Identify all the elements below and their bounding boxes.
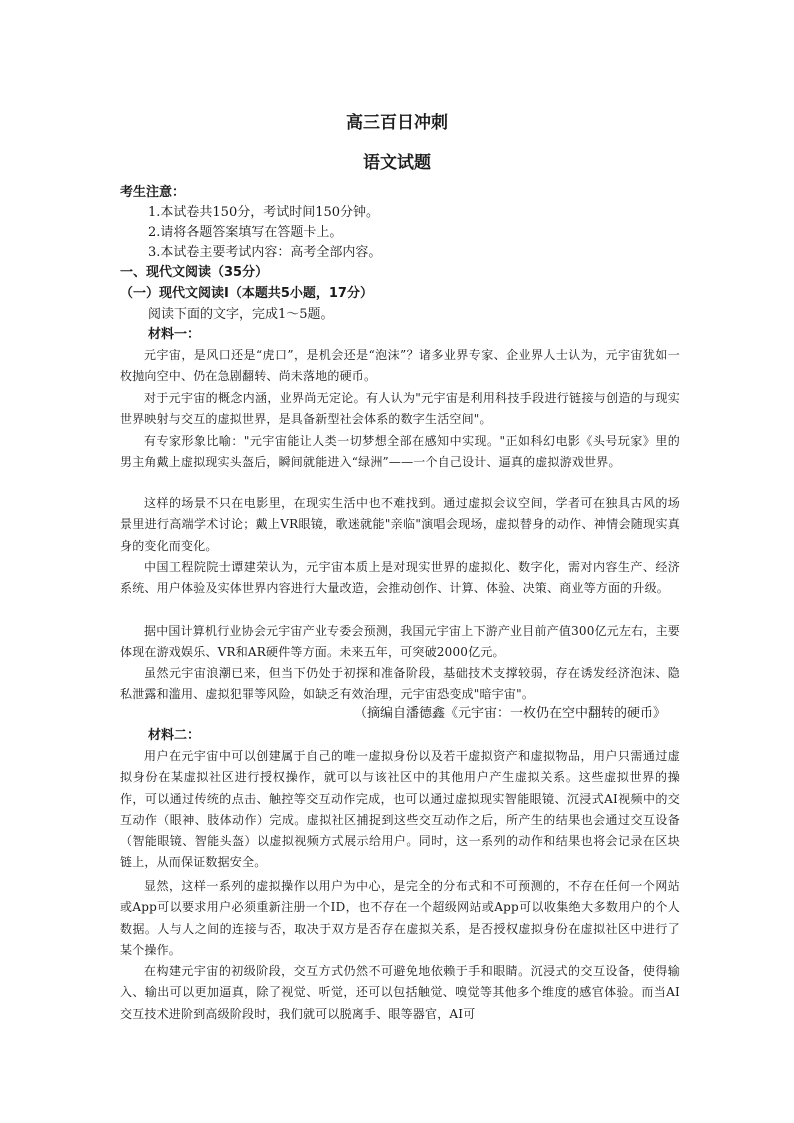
notice-heading: 考生注意：: [120, 185, 186, 200]
reading-instruction: 阅读下面的文字，完成1～5题。: [148, 307, 334, 322]
material1-paragraph: 对于元宇宙的概念内涵，业界尚无定论。有人认为"元宇宙是利用科技手段进行链接与创造的与现实世界映射与交互的虚拟世界，是具备新型社会体系的数字生活空间"。: [120, 391, 680, 427]
material1-paragraph: 这样的场景不只在电影里，在现实生活中也不难找到。通过虚拟会议空间，学者可在独具古风的场景里进行高端学术讨论；戴上VR眼镜，歌迷就能"亲临"演唱会现场，虚拟替身的动作、神情会随现实真身的变化而变化。: [120, 496, 680, 553]
exam-subtitle: 语文试题: [363, 153, 431, 173]
material1-paragraph: 有专家形象比喻："元宇宙能让人类一切梦想全部在感知中实现。"正如科幻电影《头号玩家》里的男主角戴上虚拟现实头盔后，瞬间就能进入“绿洲”——一个自己设计、逼真的虚拟游戏世界。: [120, 434, 680, 470]
material-label: 材料二：: [148, 728, 201, 743]
material1-paragraph: 虽然元宇宙浪潮已来，但当下仍处于初探和准备阶段，基础技术支撑较弱，存在诱发经济泡沫、隐私泄露和滥用、虚拟犯罪等风险，如缺乏有效治理，元宇宙恐变成"暗宇宙"。: [120, 666, 680, 702]
material2-paragraph: 用户在元宇宙中可以创建属于自己的唯一虚拟身份以及若干虚拟资产和虚拟物品，用户只需通过虚拟身份在某虚拟社区进行授权操作，就可以与该社区中的其他用户产生虚拟关系。这些虚拟世界的操作，可以通过传统的点击、触控等交互动作完成，也可以通过虚拟现实智能眼镜、沉浸式AI视频中的交互动作（眼神、肢体动作）完成。虚拟社区捕捉到这些交互动作之后，所产生的结果也会通过交互设备（智能眼镜、智能头盔）以虚拟视频方式展示给用户。同时，这一系列的动作和结果也将会记录在区块链上，从而保证数据安全。: [120, 749, 680, 870]
notice-item: 1.本试卷共150分，考试时间150分钟。: [148, 205, 380, 220]
section-heading: 一、现代文阅读（35分）: [120, 265, 269, 280]
material-label: 材料一：: [148, 327, 201, 342]
exam-title: 高三百日冲刺: [346, 113, 448, 133]
material1-paragraph: 元宇宙，是风口还是“虎口”，是机会还是“泡沫”？诸多业界专家、企业界人士认为，元宇宙犹如一枚抛向空中、仍在急剧翻转、尚未落地的硬币。: [120, 348, 680, 384]
material1-paragraph: 中国工程院院士谭建荣认为，元宇宙本质上是对现实世界的虚拟化、数字化，需对内容生产、经济系统、用户体验及实体世界内容进行大量改造，会推动创作、计算、体验、决策、商业等方面的升级。: [120, 560, 680, 596]
material1-source: （摘编自潘德鑫《元宇宙：一枚仍在空中翻转的硬币》: [353, 706, 666, 721]
material1-paragraph: 据中国计算机行业协会元宇宙产业专委会预测，我国元宇宙上下游产业目前产值300亿元左右，主要体现在游戏娱乐、VR和AR硬件等方面。未来五年，可突破2000亿元。: [120, 624, 680, 660]
notice-item: 3.本试卷主要考试内容：高考全部内容。: [148, 245, 382, 260]
material2-paragraph: 显然，这样一系列的虚拟操作以用户为中心，是完全的分布式和不可预测的，不存在任何一个网站或App可以要求用户必须重新注册一个ID，也不存在一个超级网站或App可以收集绝大多数用户的个人数据。人与人之间的连接与否，取决于双方是否存在虚拟关系，是否授权虚拟身份在虚拟社区中进行了某个操作。: [120, 879, 680, 957]
notice-item: 2.请将各题答案填写在答题卡上。: [148, 225, 343, 240]
subsection-heading: （一）现代文阅读Ⅰ（本题共5小题，17分）: [120, 286, 373, 301]
material2-paragraph: 在构建元宇宙的初级阶段，交互方式仍然不可避免地依赖于手和眼睛。沉浸式的交互设备，使得输入、输出可以更加逼真，除了视觉、听觉，还可以包括触觉、嗅觉等其他多个维度的感官体验。而当AI交互技术进阶到高级阶段时，我们就可以脱离手、眼等器官，AI可: [120, 964, 680, 1021]
